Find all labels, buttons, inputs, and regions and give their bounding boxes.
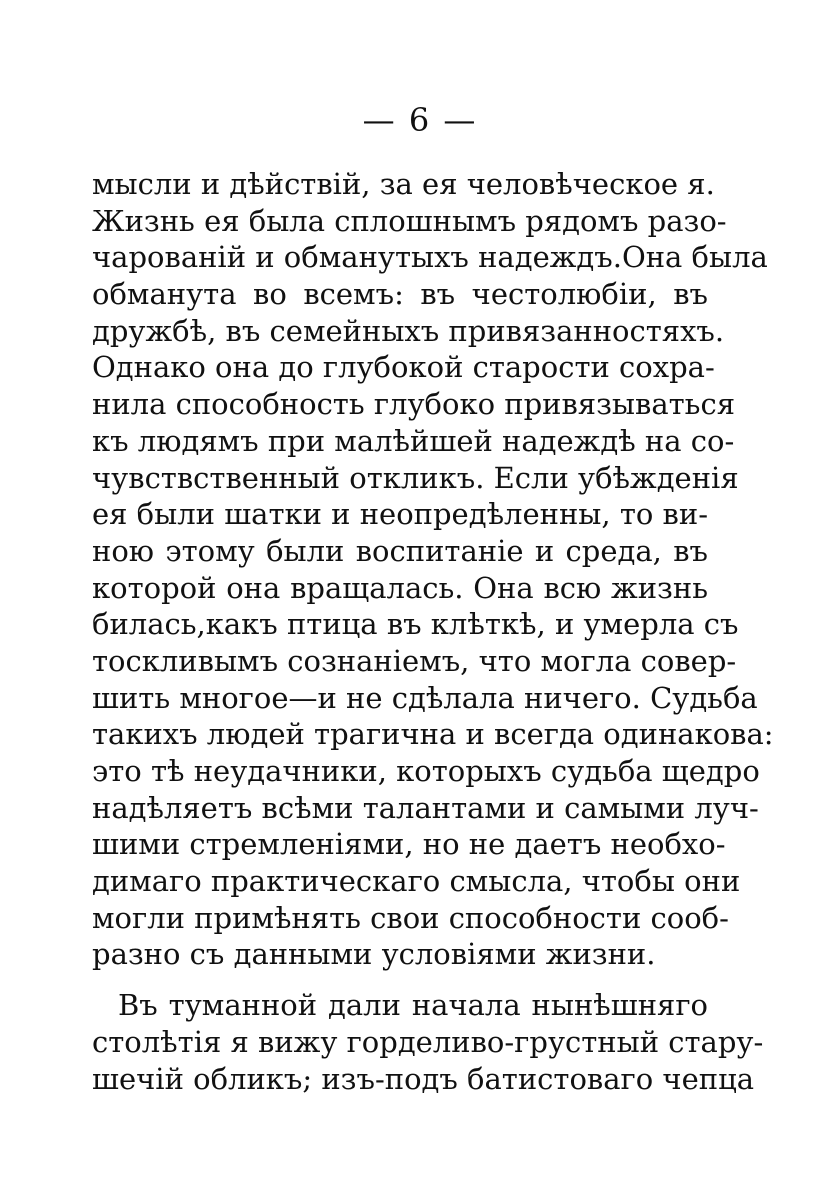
text-line: нила способность глубоко привязываться <box>92 387 735 422</box>
text-line: дружбѣ, въ семейныхъ привязанностяхъ. <box>92 313 725 348</box>
text-line: это тѣ неудачники, которыхъ судьба щедро <box>92 754 760 788</box>
text-line: которой она вращалась. Она всю жизнь <box>92 570 708 605</box>
text-line: надѣляетъ всѣми талантами и самыми луч- <box>92 790 759 825</box>
paragraph <box>92 166 774 973</box>
paragraph-gap <box>92 973 708 987</box>
text-line: могли примѣнять свои способности сооб- <box>92 900 729 935</box>
text-line: шить многое—и не сдѣлала ничего. Судьба <box>92 680 758 715</box>
text-line: разно съ данными условіями жизни. <box>92 937 656 972</box>
text-line: Въ туманной дали начала нынѣшняго <box>118 988 708 1023</box>
text-line: шечій обликъ; изъ-подъ батистоваго чепца <box>92 1061 755 1096</box>
body-text <box>92 166 774 1097</box>
text-line: чарованій и обманутыхъ надеждъ.Она была <box>92 240 768 275</box>
text-line: ея были шатки и неопредѣленны, то ви- <box>92 497 708 532</box>
page-number: — 6 — <box>362 101 478 139</box>
text-line: столѣтія я вижу горделиво-грустный стару- <box>92 1024 764 1059</box>
text-line: такихъ людей трагична и всегда одинакова: <box>92 717 774 752</box>
text-line: билась,какъ птица въ клѣткѣ, и умерла съ <box>92 607 739 642</box>
text-line: Жизнь ея была сплошнымъ рядомъ разо- <box>92 203 727 238</box>
text-line: шими стремленіями, но не даетъ необхо- <box>92 827 726 862</box>
text-line: мысли и дѣйствій, за ея человѣческое я. <box>92 167 715 201</box>
text-line: обманута во всемъ: въ честолюбіи, въ <box>92 277 708 312</box>
text-line: Однако она до глубокой старости сохра- <box>92 350 715 385</box>
text-line: чувствственный откликъ. Если убѣжденія <box>92 460 739 495</box>
text-line: къ людямъ при малѣйшей надеждѣ на со- <box>92 423 735 458</box>
paragraph <box>92 987 764 1097</box>
text-line: тоскливымъ сознаніемъ, что могла совер- <box>92 643 737 678</box>
text-line: ною этому были воспитаніе и среда, въ <box>92 533 708 568</box>
text-line: димаго практическаго смысла, чтобы они <box>92 864 741 899</box>
